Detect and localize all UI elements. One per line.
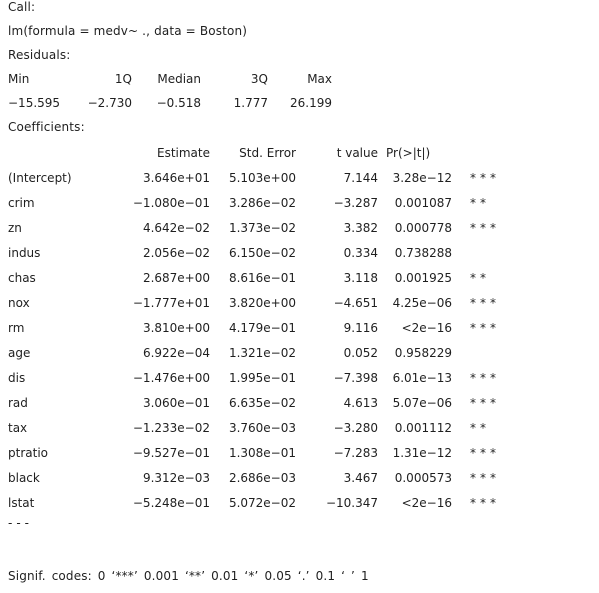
coef-p-value: <2e−16	[401, 496, 452, 510]
coef-t-value: 3.382	[343, 221, 378, 235]
coef-estimate: 6.922e−04	[142, 346, 210, 360]
separator: ---	[8, 516, 33, 530]
coef-p-value: 0.001925	[394, 271, 452, 285]
coef-std-error: 4.179e−01	[228, 321, 296, 335]
coef-t-value: −7.283	[333, 446, 378, 460]
coef-estimate: −1.476e+00	[132, 371, 210, 385]
coef-signif: ***	[470, 396, 500, 410]
coef-name: tax	[8, 421, 28, 435]
coef-std-error: 3.820e+00	[228, 296, 296, 310]
residuals-header: Min	[8, 72, 30, 86]
coef-name: zn	[8, 221, 22, 235]
coef-p-value: 6.01e−13	[392, 371, 452, 385]
coef-header-t-value: t value	[336, 146, 378, 160]
signif-codes: Signif. codes: 0 ‘***’ 0.001 ‘**’ 0.01 ‘*’ 0.05 ‘.’ 0.1 ‘ ’ 1	[8, 569, 369, 583]
residuals-header: 3Q	[250, 72, 268, 86]
coef-p-value: 0.001112	[394, 421, 452, 435]
coef-signif: ***	[470, 471, 500, 485]
coef-p-value: 1.31e−12	[392, 446, 452, 460]
coef-p-value: 0.001087	[394, 196, 452, 210]
coef-estimate: −1.080e−01	[132, 196, 210, 210]
coef-t-value: −4.651	[333, 296, 378, 310]
coef-t-value: 3.467	[343, 471, 378, 485]
residuals-value: −0.518	[156, 96, 201, 110]
coef-signif: ***	[470, 321, 500, 335]
coef-name: chas	[8, 271, 36, 285]
coef-std-error: 1.308e−01	[228, 446, 296, 460]
coef-estimate: 3.810e+00	[142, 321, 210, 335]
coef-t-value: 4.613	[343, 396, 378, 410]
coef-estimate: 3.060e−01	[142, 396, 210, 410]
coefficients-label: Coefficients:	[8, 120, 85, 134]
coef-signif: **	[470, 196, 490, 210]
coef-std-error: 3.760e−03	[228, 421, 296, 435]
residuals-value: −2.730	[87, 96, 132, 110]
coef-name: (Intercept)	[8, 171, 72, 185]
coef-t-value: −7.398	[333, 371, 378, 385]
residuals-value: 26.199	[290, 96, 332, 110]
call-label: Call:	[8, 0, 36, 14]
coef-estimate: −1.777e+01	[132, 296, 210, 310]
coef-std-error: 1.995e−01	[228, 371, 296, 385]
call-formula: lm(formula = medv~ ., data = Boston)	[8, 24, 248, 38]
coef-estimate: −1.233e−02	[132, 421, 210, 435]
coef-std-error: 8.616e−01	[228, 271, 296, 285]
coef-signif: ***	[470, 446, 500, 460]
coef-signif: ***	[470, 496, 500, 510]
coef-t-value: 0.052	[343, 346, 378, 360]
coef-p-value: 0.958229	[394, 346, 452, 360]
coef-signif: ***	[470, 221, 500, 235]
coef-estimate: 4.642e−02	[142, 221, 210, 235]
coef-std-error: 6.150e−02	[228, 246, 296, 260]
coef-std-error: 1.321e−02	[228, 346, 296, 360]
coef-signif: ***	[470, 296, 500, 310]
coef-p-value: 5.07e−06	[392, 396, 452, 410]
coef-name: rm	[8, 321, 25, 335]
residuals-value: 1.777	[233, 96, 268, 110]
residuals-header: Median	[157, 72, 201, 86]
coef-name: dis	[8, 371, 26, 385]
coef-p-value: 0.738288	[394, 246, 452, 260]
coef-signif: ***	[470, 171, 500, 185]
coef-header-p-value: Pr(>|t|)	[386, 146, 431, 160]
coef-name: ptratio	[8, 446, 48, 460]
coef-std-error: 1.373e−02	[228, 221, 296, 235]
coef-estimate: 2.056e−02	[142, 246, 210, 260]
coef-name: nox	[8, 296, 30, 310]
regression-summary	[8, 0, 594, 593]
residuals-value: −15.595	[8, 96, 61, 110]
coef-estimate: −5.248e−01	[132, 496, 210, 510]
coef-estimate: 9.312e−03	[142, 471, 210, 485]
residuals-header: Max	[307, 72, 332, 86]
coef-t-value: −3.280	[333, 421, 378, 435]
coef-std-error: 5.072e−02	[228, 496, 296, 510]
coef-std-error: 2.686e−03	[228, 471, 296, 485]
coef-estimate: −9.527e−01	[132, 446, 210, 460]
coef-p-value: 4.25e−06	[392, 296, 452, 310]
coef-t-value: −10.347	[325, 496, 378, 510]
coef-signif: **	[470, 421, 490, 435]
coef-std-error: 6.635e−02	[228, 396, 296, 410]
coef-t-value: −3.287	[333, 196, 378, 210]
coef-estimate: 3.646e+01	[142, 171, 210, 185]
coef-estimate: 2.687e+00	[142, 271, 210, 285]
coef-std-error: 5.103e+00	[228, 171, 296, 185]
coef-name: age	[8, 346, 31, 360]
coef-name: rad	[8, 396, 28, 410]
coef-name: indus	[8, 246, 41, 260]
coef-name: black	[8, 471, 40, 485]
coef-name: crim	[8, 196, 35, 210]
coef-t-value: 7.144	[343, 171, 378, 185]
coef-signif: **	[470, 271, 490, 285]
coef-p-value: 3.28e−12	[392, 171, 452, 185]
coef-name: lstat	[8, 496, 35, 510]
residuals-label: Residuals:	[8, 48, 71, 62]
coef-p-value: 0.000573	[394, 471, 452, 485]
coef-t-value: 9.116	[343, 321, 378, 335]
coef-t-value: 0.334	[343, 246, 378, 260]
coef-t-value: 3.118	[343, 271, 378, 285]
coef-std-error: 3.286e−02	[228, 196, 296, 210]
coef-header-std-error: Std. Error	[239, 146, 296, 160]
coef-p-value: 0.000778	[394, 221, 452, 235]
residuals-header: 1Q	[114, 72, 132, 86]
coef-signif: ***	[470, 371, 500, 385]
coef-p-value: <2e−16	[401, 321, 452, 335]
coef-header-estimate: Estimate	[156, 146, 210, 160]
